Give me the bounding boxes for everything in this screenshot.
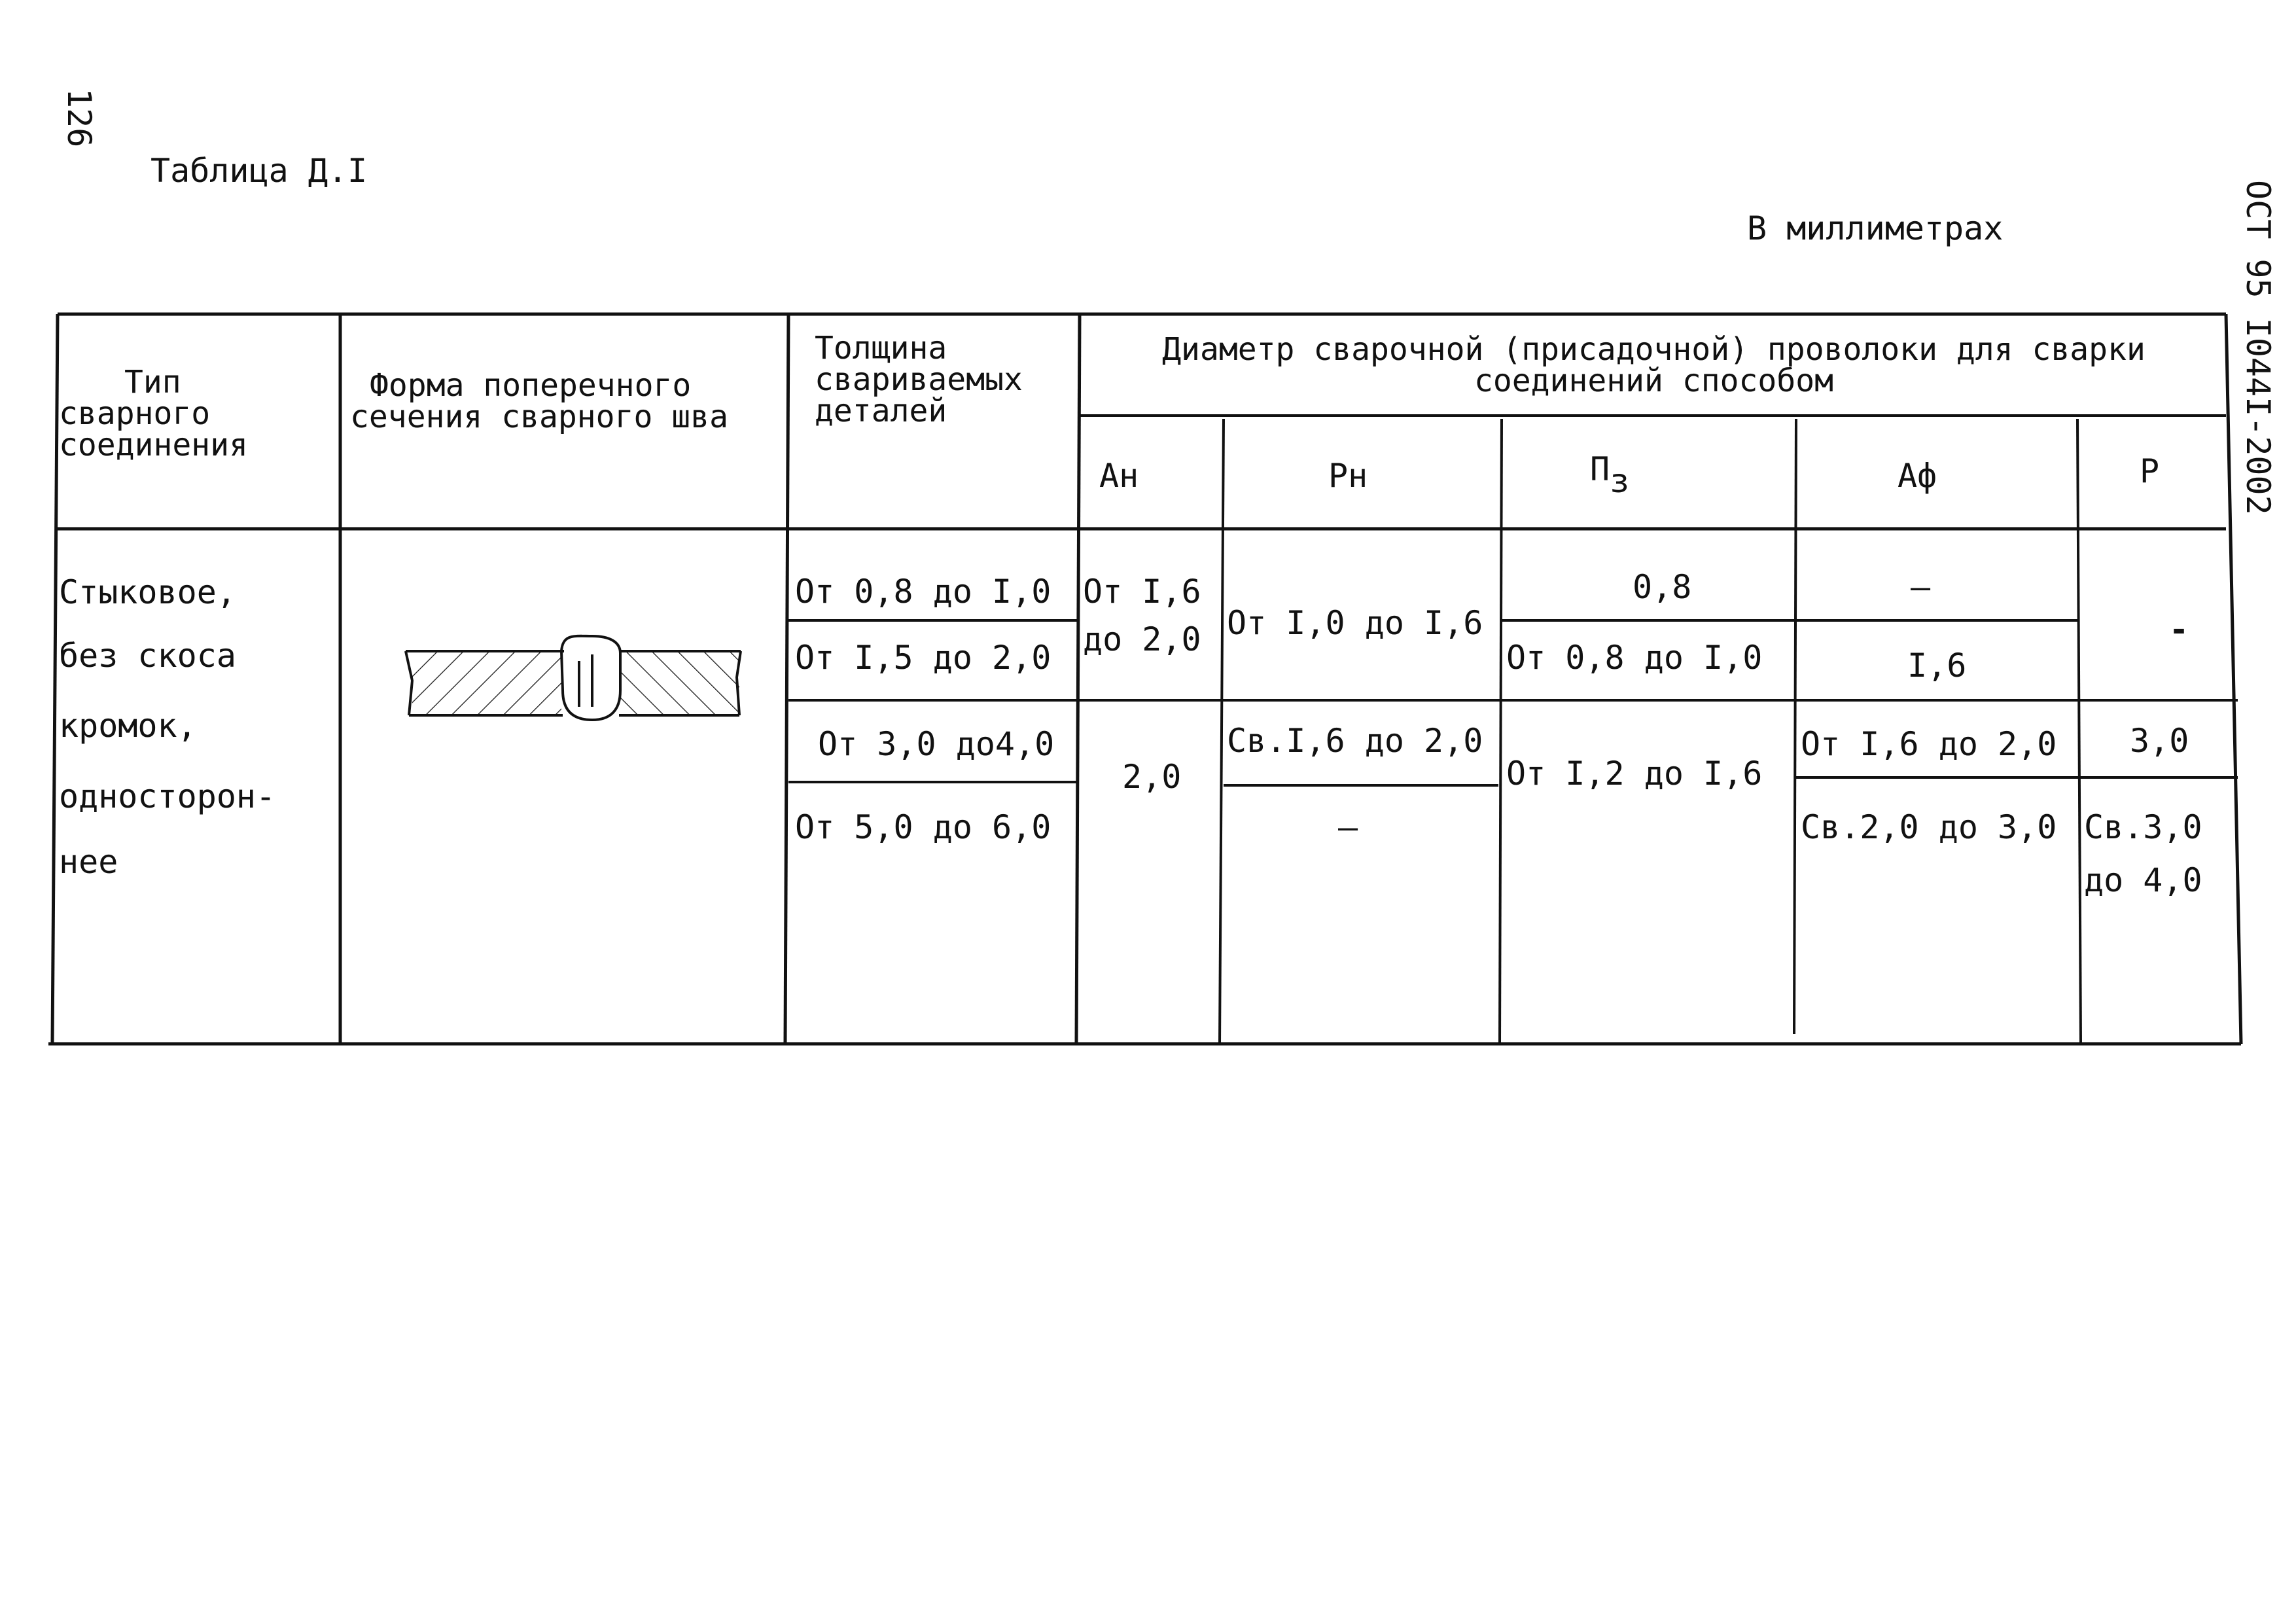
af-value-2: I,6	[1907, 647, 1967, 685]
r-value-3a: Св.3,0	[2084, 808, 2202, 846]
standard-code: ОСТ 95 I044I-2002	[2239, 180, 2277, 515]
af-value-3: От I,6 до 2,0	[1801, 725, 2057, 763]
af-value-4: Св.2,0 до 3,0	[1801, 808, 2057, 846]
header-thickness: Толщина свариваемых деталей	[815, 330, 1023, 429]
joint-type-line-1: Стыковое,	[59, 573, 236, 611]
rn-value-2: Св.I,6 до 2,0	[1227, 722, 1483, 760]
method-pz-header	[1590, 450, 1630, 500]
method-rn-header: Рн	[1328, 457, 1368, 495]
pz-value-3: От I,2 до I,6	[1506, 755, 1763, 793]
pz-value-2: От 0,8 до I,0	[1506, 639, 1763, 677]
an-value-1b: до 2,0	[1083, 620, 1201, 658]
header-wire-diameter: Диаметр сварочной (присадочной) проволоки для сварки соединений способом	[1162, 331, 2146, 399]
an-value-1a: От I,6	[1083, 573, 1201, 611]
method-r-header: Р	[2140, 452, 2160, 490]
thickness-row-4: От 5,0 до 6,0	[795, 808, 1051, 846]
af-value-1: —	[1911, 568, 1931, 606]
r-value-3b: до 4,0	[2084, 861, 2202, 899]
thickness-row-1: От 0,8 до I,0	[795, 573, 1051, 611]
page-number: 126	[60, 88, 98, 148]
table-caption: Таблица Д.I	[150, 152, 368, 190]
method-an-header: Ан	[1099, 457, 1139, 495]
method-pz-letter: П	[1590, 450, 1610, 488]
joint-type-line-4: односторон-	[59, 777, 276, 815]
rn-value-3: —	[1338, 808, 1358, 846]
pz-value-1: 0,8	[1633, 568, 1692, 606]
method-af-header: Аф	[1898, 457, 1937, 495]
method-pz-subscript: з	[1610, 462, 1630, 500]
thickness-row-3: От 3,0 до4,0	[818, 725, 1055, 763]
thickness-row-2: От I,5 до 2,0	[795, 639, 1051, 677]
r-value-1: -	[2169, 611, 2189, 649]
header-joint-type: Тип сварного соединения	[59, 364, 248, 463]
an-value-2: 2,0	[1122, 758, 1182, 796]
joint-type-line-3: кромок,	[59, 707, 197, 745]
header-cross-section: Форма поперечного сечения сварного шва	[350, 367, 728, 435]
r-value-2: 3,0	[2130, 722, 2189, 760]
joint-type-line-5: нее	[59, 843, 118, 881]
joint-type-line-2: без скоса	[59, 637, 236, 675]
units-note: В миллиметрах	[1747, 209, 2004, 247]
rn-value-1: От I,0 до I,6	[1227, 604, 1483, 642]
